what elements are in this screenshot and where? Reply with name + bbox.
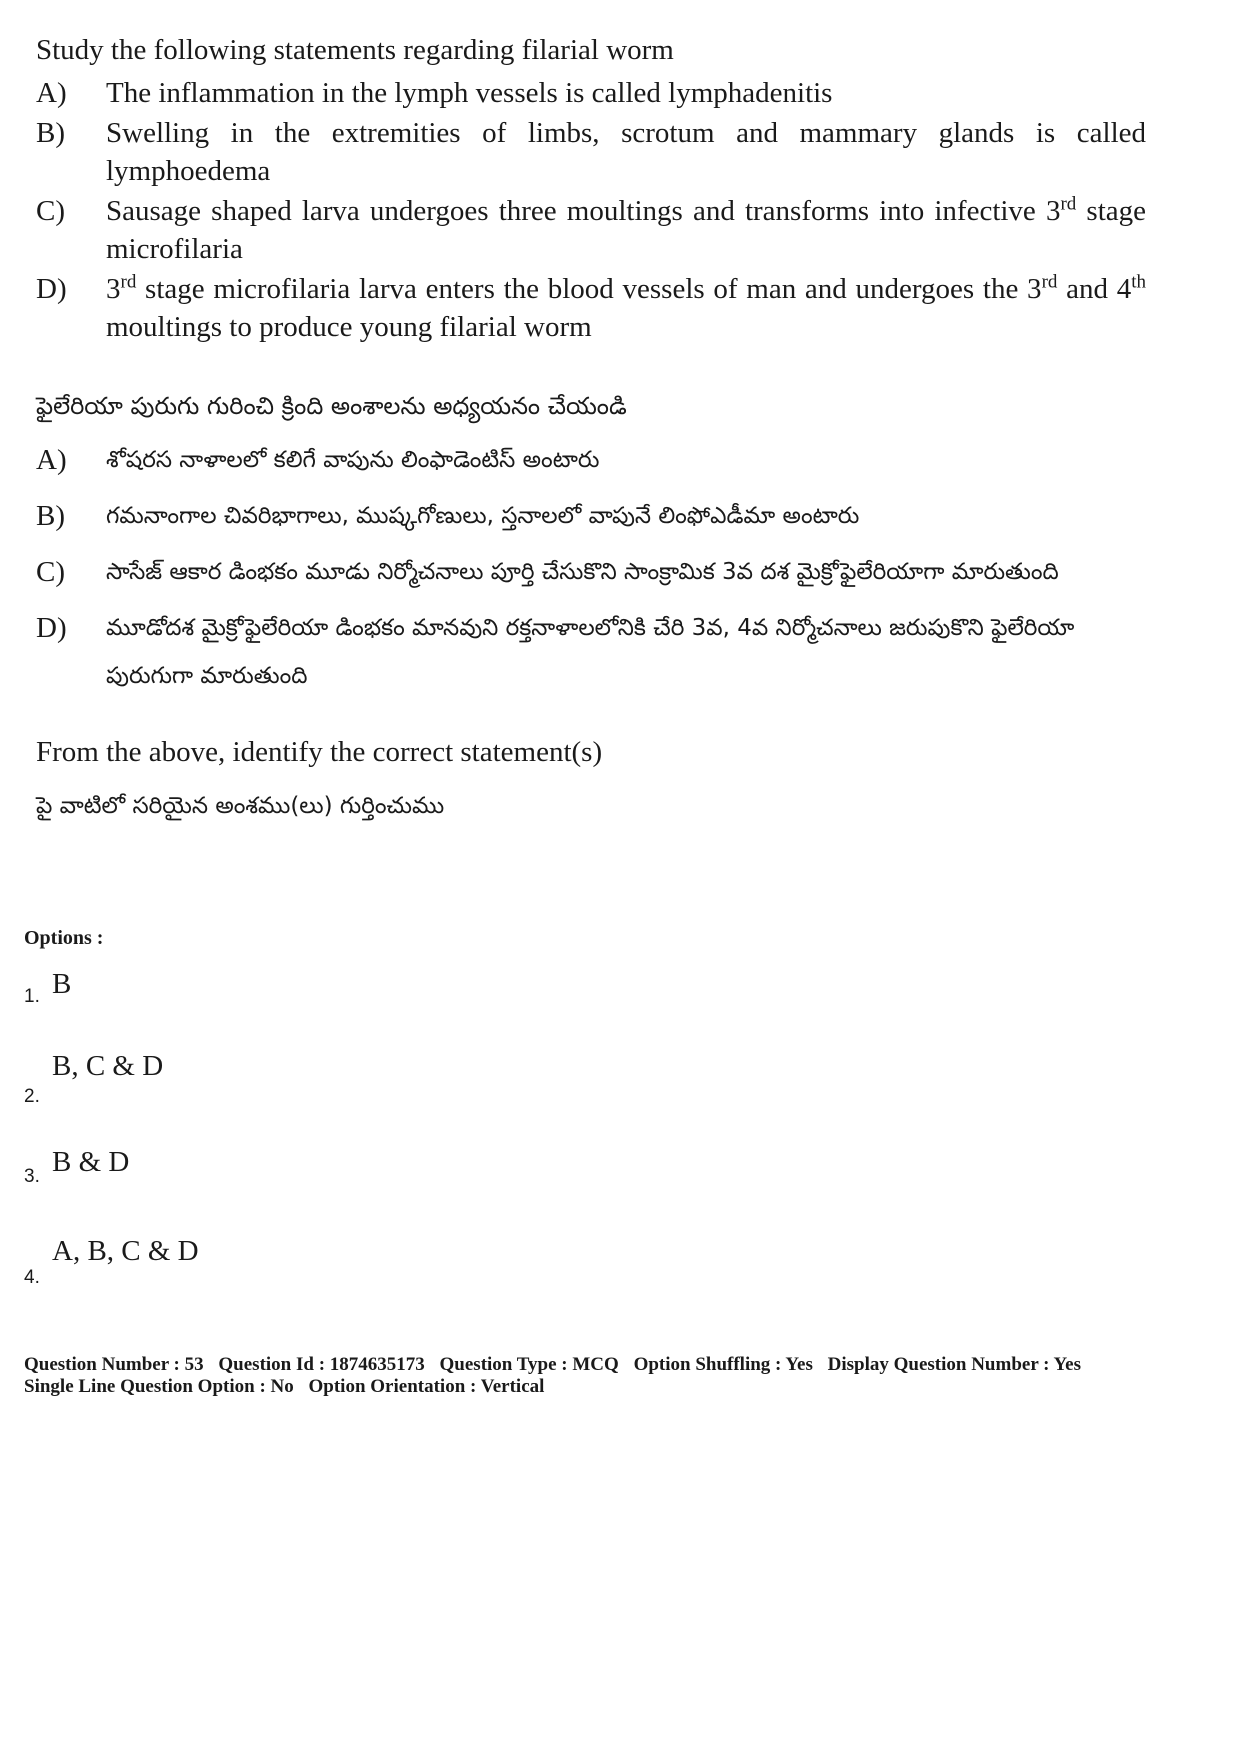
statements-en [36, 74, 1146, 346]
option-value: A, B, C & D [52, 1235, 199, 1267]
statement-text: శోషరస నాళాలలో కలిగే వాపును లింఫాడెంటిస్ అంటారు [106, 447, 600, 473]
statement-text: The inflammation in the lymph vessels is called lymphadenitis [106, 77, 833, 109]
question-title-te: ఫైలేరియా పురుగు గురించి క్రింది అంశాలను అధ్యయనం చేయండి [36, 392, 627, 420]
statement-text: 3rd stage microfilaria larva enters the blood vessels of man and undergoes the 3rd and 4th moultings to produce young filarial worm [106, 271, 1146, 343]
statement-en-d [36, 270, 1146, 346]
statement-label: D) [36, 273, 67, 305]
statements-te-block [36, 384, 1146, 700]
option-number: 1. [24, 986, 40, 1007]
options-heading: Options : [24, 927, 104, 949]
statement-label: D) [36, 612, 67, 644]
meta-line-1 [24, 1354, 1224, 1376]
statement-te-a [36, 436, 1146, 484]
statement-te-d [36, 604, 1146, 700]
option-number: 4. [24, 1267, 40, 1288]
meta-option-orientation: Option Orientation : Vertical [308, 1376, 545, 1397]
statement-text: గమనాంగాల చివరిభాగాలు, ముష్కగోణులు, స్తనాలలో వాపునే లింఫోఎడీమా అంటారు [106, 503, 860, 529]
statement-en-c [36, 192, 1146, 268]
statement-label: C) [36, 556, 65, 588]
meta-question-number: Question Number : 53 [24, 1354, 204, 1375]
statement-text: Sausage shaped larva undergoes three moultings and transforms into infective 3rd stage microfilaria [106, 193, 1147, 265]
meta-single-line-option: Single Line Question Option : No [24, 1376, 294, 1397]
statement-label: B) [36, 117, 65, 149]
question-image [36, 28, 1146, 828]
option-value: B [52, 968, 72, 1000]
instruction-te: పై వాటిలో సరియైన అంశము(లు) గుర్తించుము [36, 793, 445, 819]
meta-line-2 [24, 1376, 1224, 1398]
statement-en-b [36, 114, 1146, 190]
statement-label: A) [36, 444, 67, 476]
option-number: 3. [24, 1166, 40, 1187]
meta-question-type: Question Type : MCQ [439, 1354, 619, 1375]
instruction-en: From the above, identify the correct statement(s) [36, 736, 603, 768]
statement-label: A) [36, 77, 67, 109]
question-title-en: Study the following statements regarding filarial worm [36, 34, 674, 66]
meta-question-id: Question Id : 1874635173 [218, 1354, 425, 1375]
statement-en-a [36, 74, 1146, 112]
statement-label: C) [36, 195, 65, 227]
option-value: B, C & D [52, 1050, 164, 1082]
statement-text: సాసేజ్ ఆకార డింభకం మూడు నిర్మోచనాలు పూర్తి చేసుకొని సాంక్రామిక 3వ దశ మైక్రోఫైలేరియాగా మారుతుంది [106, 559, 1059, 585]
question-meta [24, 1354, 1224, 1398]
statement-label: B) [36, 500, 65, 532]
statement-te-c [36, 548, 1146, 596]
statement-te-b [36, 492, 1146, 540]
statement-text: Swelling in the extremities of limbs, scrotum and mammary glands is called lymphoedema [106, 117, 1146, 187]
option-number: 2. [24, 1086, 40, 1107]
meta-display-question-number: Display Question Number : Yes [827, 1354, 1081, 1375]
statement-text: మూడోదశ మైక్రోఫైలేరియా డింభకం మానవుని రక్తనాళాలలోనికి చేరి 3వ, 4వ నిర్మోచనాలు జరుపుకొని ఫైలేరియా పురుగుగా మారుతుంది [106, 615, 1075, 689]
meta-option-shuffling: Option Shuffling : Yes [633, 1354, 813, 1375]
option-value: B & D [52, 1146, 130, 1178]
